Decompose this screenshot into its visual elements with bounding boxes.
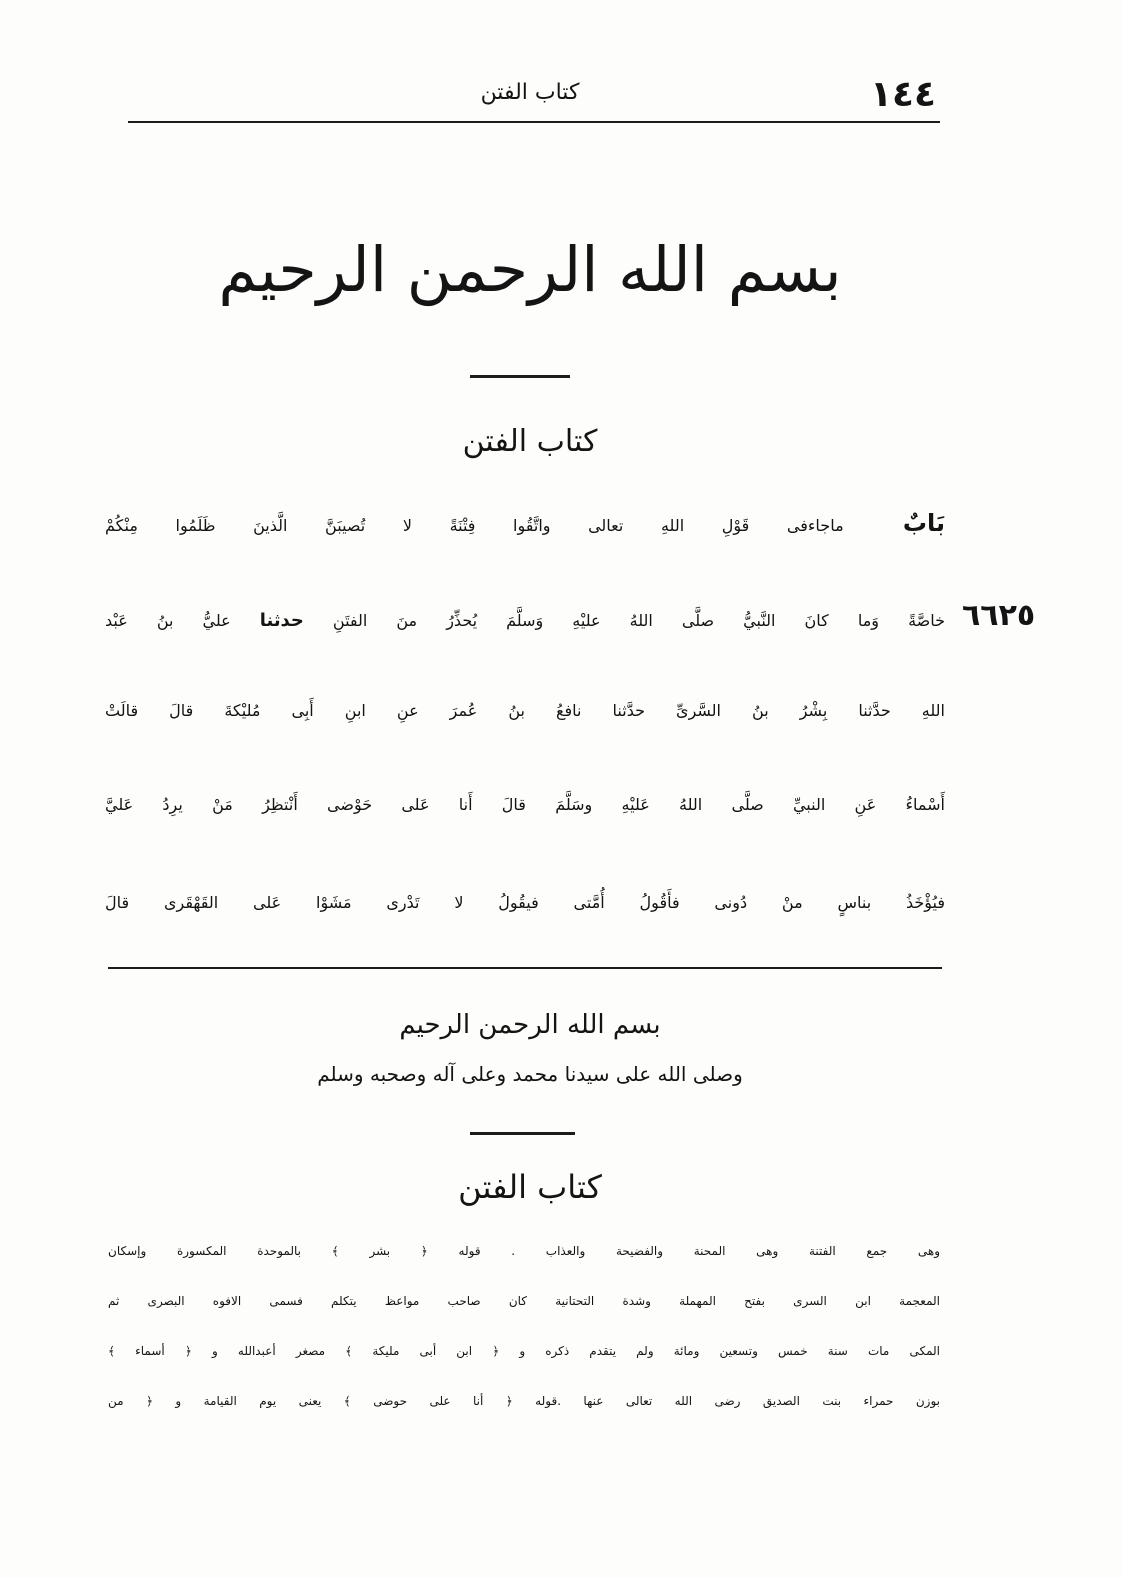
sharh-basmala: بسم الله الرحمن الرحيم (399, 1010, 661, 1040)
chapter-label: بَابٌ (902, 509, 945, 537)
header-rule (128, 121, 940, 123)
section-divider-short (470, 1132, 575, 1135)
hadith-opening: عليُّ بنُ عَبْد (105, 611, 231, 630)
hadith-line: اللهِ حدَّثنا بِشْرُ بنُ السَّرىِّ حدَّثنا نافعُ بنُ عُمرَ عنِ ابنِ أَبِى مُليْكةَ قالَ قالَتْ (105, 701, 945, 720)
chapter-heading-continuation: خاصَّةً وَما كانَ النَّبيُّ صلَّى اللهُ عليْهِ وَسلَّمَ يُحذِّرُ منَ الفتَنِ (332, 611, 945, 630)
chapter-heading-line (105, 484, 945, 562)
basmala-calligraphy: بسم الله الرحمن الرحيم (218, 233, 842, 306)
sharh-salutation: وصلى الله على سيدنا محمد وعلى آله وصحبه وسلم (317, 1062, 743, 1086)
chapter-heading-text: ماجاءفى قَوْلِ اللهِ تعالى واتَّقُوا فِتْنَةً لا تُصيبَنَّ الَّذينَ ظَلَمُوا مِنْكُمْ (105, 516, 844, 535)
sharh-line: وهى جمع الفتنة وهى المحنة والفضيحة والعذاب . قوله ﴿ بشر ﴾ بالموحدة المكسورة وإسكان (108, 1244, 940, 1258)
hadith-line: أَسْماءُ عَنِ النبيِّ صلَّى اللهُ عَليْهِ وسَلَّمَ قالَ أَنا عَلى حَوْضى أَنْتظِرُ مَنْ يرِدُ عَليَّ (105, 795, 945, 814)
sharh-line: المكى مات سنة خمس وتسعين ومائة ولم يتقدم ذكره و ﴿ ابن أبى مليكة ﴾ مصغر أعبدالله و ﴿ أسماء ﴾ (108, 1344, 940, 1358)
matn-book-title: كتاب الفتن (462, 424, 598, 459)
matn-line-2 (105, 582, 945, 660)
sharh-line: المعجمة ابن السرى بفتح المهملة وشدة التحتانية كان صاحب مواعظ يتكلم فسمى الافوه البصرى ثم (108, 1294, 940, 1308)
section-divider-short (470, 375, 570, 378)
sharh-book-title: كتاب الفتن (458, 1168, 602, 1206)
matn-sharh-separator (108, 967, 942, 969)
hadith-number: ٦٦٢٥ (962, 598, 1036, 633)
running-title: كتاب الفتن (480, 80, 580, 105)
hadith-line: فيُؤْخَذُ بناسٍ منْ دُونى فأَقُولُ أُمَّتى فيقُولُ لا تَدْرى مَشَوْا عَلى القَهْقَرى قالَ (105, 893, 945, 912)
narration-word: حدثنا (259, 610, 304, 631)
sharh-line: بوزن حمراء بنت الصديق رضى الله تعالى عنها .قوله ﴿ أنا على حوضى ﴾ يعنى يوم القيامة و ﴿ من (108, 1394, 940, 1408)
page-number: ١٤٤ (870, 74, 936, 115)
